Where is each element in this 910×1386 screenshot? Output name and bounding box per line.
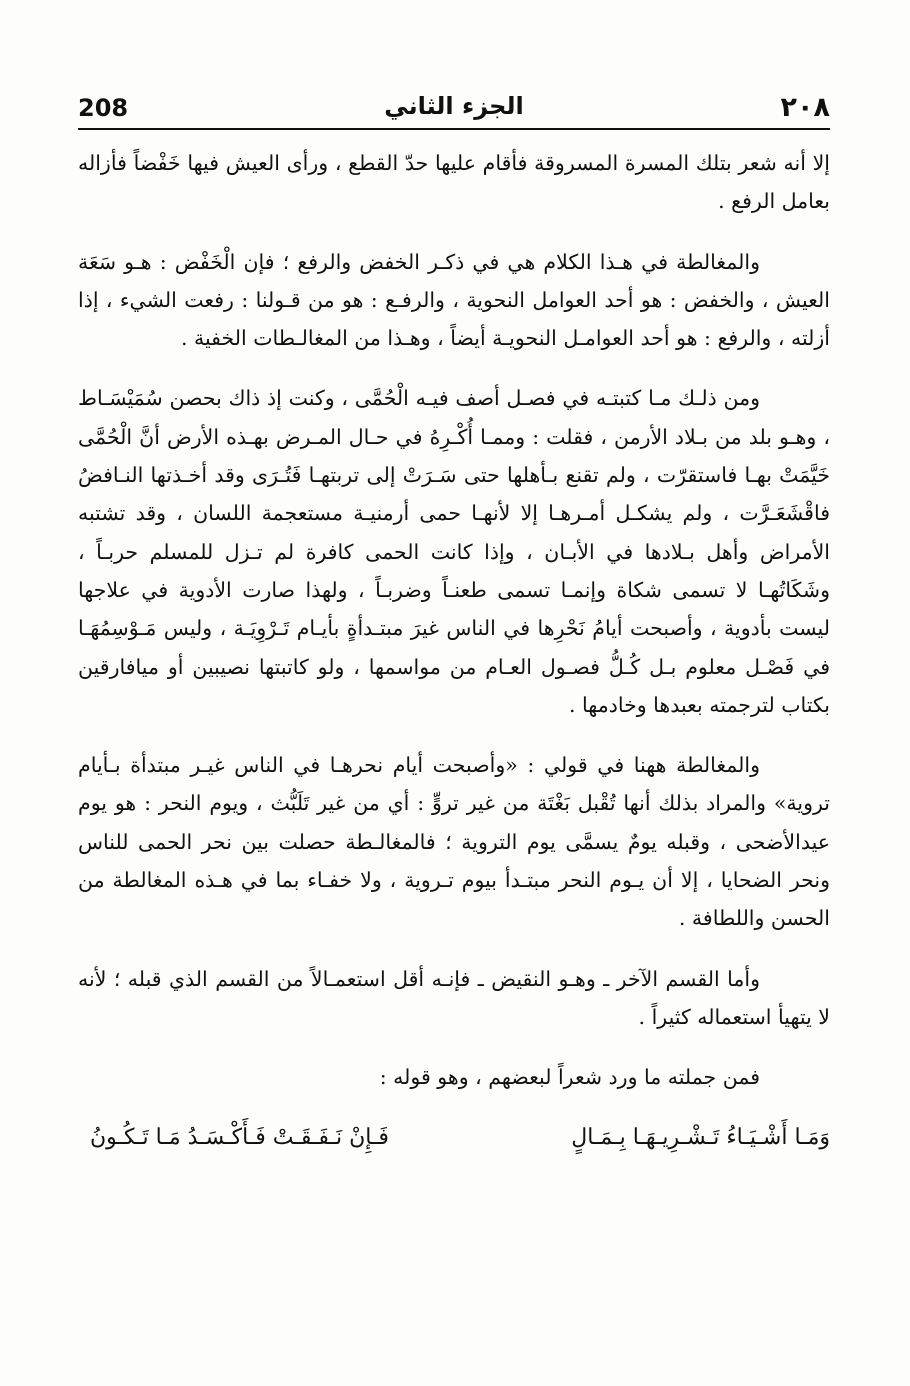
- page-body: [78, 144, 830, 1169]
- page-header: [78, 88, 830, 130]
- page-number-latin: 208: [78, 94, 129, 122]
- paragraph: إلا أنه شعر بتلك المسرة المسروقة فأقام عليها حدّ القطع ، ورأى العيش فيها خَفْضاً فأزاله بعامل الرفع .: [78, 151, 830, 214]
- verse-second-hemistich: فَـإِنْ نَـفَـقَـتْ فَـأَكْـسَـدُ مَـا تَـكُـونُ: [90, 1124, 389, 1150]
- poetry-verse: [78, 1119, 830, 1169]
- paragraph: والمغالطة ههنا في قولي : «وأصبحت أيام نحرهـا في الناس غيـر مبتدأة بـأيام تروية» والمراد بذلك أنها تُقْبل بَغْتَة من غير تروٍّ : أي من غير تَلَبُّث ، ويوم النحر : هو يوم عيدالأضحى ، وقبله يومٌ يسمَّى يوم التروية ؛ فالمغالـطة حصلت بين نحر الحمى للناس ونحر الضحايا ، إلا أن يـوم النحر مبتـدأ بيوم تـروية ، ولا خفـاء بما في هـذه المغالطة من الحسن واللطافة .: [78, 753, 830, 931]
- paragraph: وأما القسم الآخر ـ وهـو النقيض ـ فإنـه أقل استعمـالاً من القسم الذي قبله ؛ لأنه لا يتهيأ استعماله كثيراً .: [78, 966, 830, 1029]
- paragraph: ومن ذلـك مـا كتبتـه في فصـل أصف فيـه الْحُمَّى ، وكنت إذ ذاك بحصن سُمَيْسَـاط ، وهـو بلد من بـلاد الأرمن ، فقلت : وممـا أُكْـرِهُ في حـال المـرض بهـذه الأرض أنَّ الْحُمَّى خَيَّمَتْ بهـا فاستقرّت ، ولم تقنع بـأهلها حتى سَـرَتْ إلى تربتهـا فَتُـرَى وقد أخـذتها النـافضُ فاقْشَعَـرَّت ، ولم يشكـل أمـرهـا إلا لأنهـا حمى أرمنيـة مستعجمة اللسان ، وقد تشتبه الأمراض وأهل بـلادها في الأبـان ، وإذا كانت الحمى كافرة لم تـزل للمسلم حربـاً ، وشَكَاتُهـا لا تسمى شكاة وإنمـا تسمى طعنـاً وضربـاً ، ولهذا صارت الأدوية في علاجها ليست بأدوية ، وأصبحت أيامُ نَحْرِها في الناس غيرَ مبتـدأةٍ بأيـام تَـرْوِيَـة ، وليس مَـوْسِمُهَـا في فَصْـل معلوم بـل كُـلُّ فصـول العـام من مواسمها ، ولو كاتبتها نصيبين أو ميافارقين بكتاب لترجمته بعبدها وخادمها .: [78, 386, 830, 717]
- paragraph: فمن جملته ما ورد شعراً لبعضهم ، وهو قوله :: [379, 1065, 760, 1090]
- paragraph: والمغالطة في هـذا الكلام هي في ذكـر الخفض والرفع ؛ فإن الْخَفْض : هـو سَعَة العيش ، والخفض : هو أحد العوامل النحوية ، والرفـع : هو من قـولنا : رفعت الشيء ، إذا أزلته ، والرفع : هو أحد العوامـل النحويـة أيضاً ، وهـذا من المغالـطات الخفية .: [78, 249, 830, 351]
- book-page: [78, 88, 830, 1378]
- running-title: الجزء الثاني: [384, 92, 524, 120]
- verse-first-hemistich: وَمَـا أَشْـيَـاءُ تَـشْـرِيـهَـا بِـمَـالٍ: [571, 1124, 830, 1150]
- page-number-arabic: ٢٠٨: [780, 92, 830, 123]
